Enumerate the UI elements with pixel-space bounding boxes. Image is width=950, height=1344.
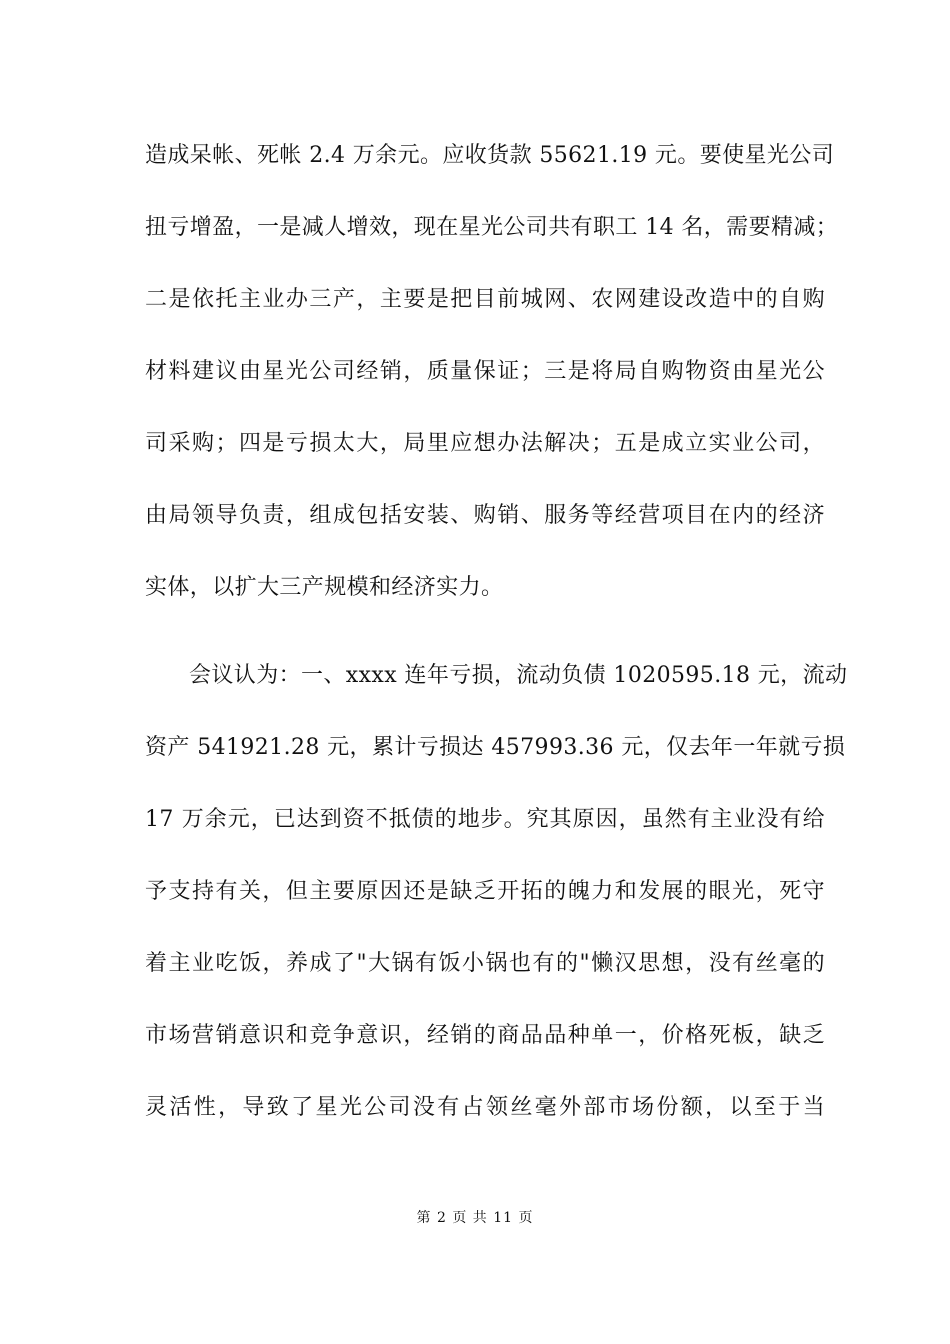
paragraph-line: 造成呆帐、死帐 2.4 万余元。应收货款 55621.19 元。要使星光公司 (145, 143, 835, 168)
current-page-number: 2 (436, 1210, 447, 1226)
footer-suffix: 页 (518, 1210, 534, 1226)
paragraph-line: 着主业吃饭，养成了"大锅有饭小锅也有的"懒汉思想，没有丝毫的 (145, 951, 825, 976)
page-footer (0, 1208, 950, 1228)
paragraph-line: 材料建议由星光公司经销，质量保证；三是将局自购物资由星光公 (145, 359, 825, 384)
paragraph-line: 司采购；四是亏损太大，局里应想办法解决；五是成立实业公司， (145, 431, 825, 456)
paragraph-line: 会议认为：一、xxxx 连年亏损，流动负债 1020595.18 元，流动 (189, 663, 848, 688)
paragraph-line: 扭亏增盈，一是减人增效，现在星光公司共有职工 14 名，需要精减； (145, 215, 839, 240)
paragraph-line: 市场营销意识和竞争意识，经销的商品品种单一，价格死板，缺乏 (145, 1023, 825, 1048)
paragraph-line: 灵活性，导致了星光公司没有占领丝毫外部市场份额，以至于当 (145, 1095, 825, 1120)
paragraph-line: 17 万余元，已达到资不抵债的地步。究其原因，虽然有主业没有给 (145, 807, 825, 832)
footer-prefix: 第 (416, 1210, 432, 1226)
footer-middle: 页 共 (452, 1210, 488, 1226)
paragraph-line: 由局领导负责，组成包括安装、购销、服务等经营项目在内的经济 (145, 503, 825, 528)
paragraph-line: 实体，以扩大三产规模和经济实力。 (145, 575, 504, 600)
total-pages-number: 11 (493, 1210, 514, 1226)
paragraph-line: 予支持有关，但主要原因还是缺乏开拓的魄力和发展的眼光，死守 (145, 879, 825, 904)
paragraph-line: 资产 541921.28 元，累计亏损达 457993.36 元，仅去年一年就亏损 (145, 735, 846, 760)
paragraph-line: 二是依托主业办三产，主要是把目前城网、农网建设改造中的自购 (145, 287, 825, 312)
